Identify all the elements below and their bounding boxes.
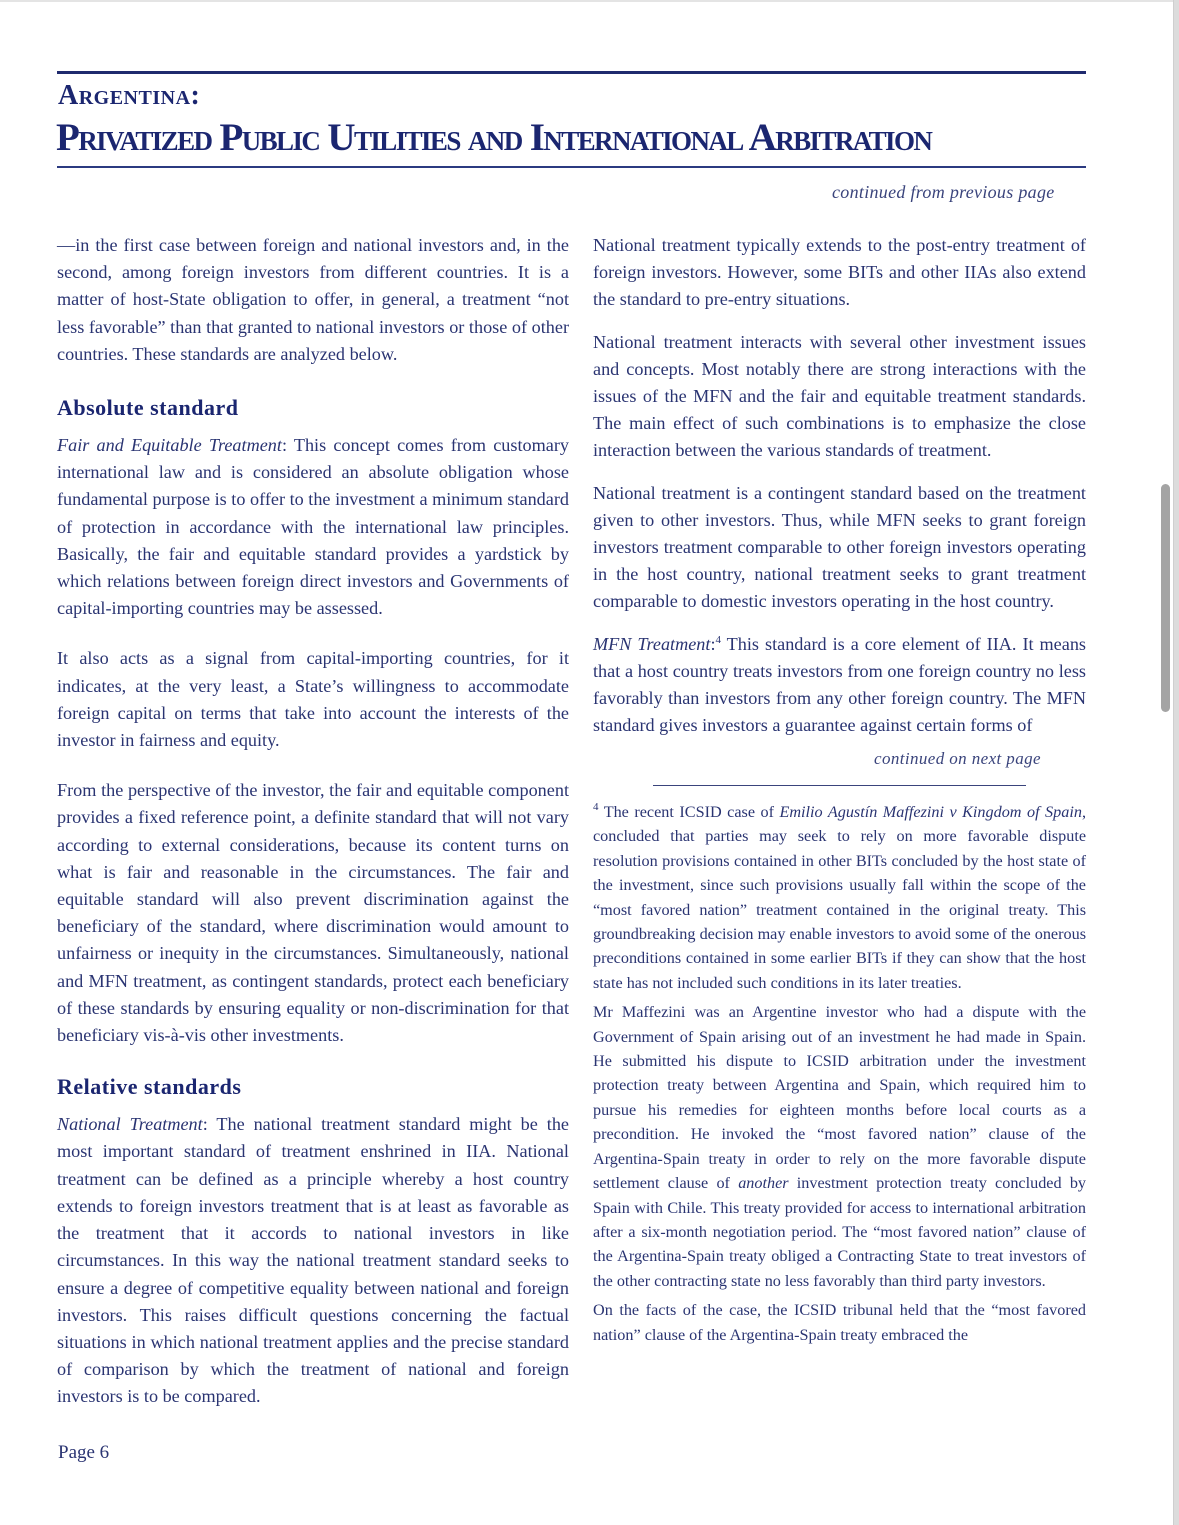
footnote-text: The recent ICSID case of — [598, 803, 780, 821]
signal-paragraph: It also acts as a signal from capital-importing countries, for it indicates, at the very least, a State’s willingness to accommodate foreign capital on terms that take into account the interests of the investor in fairness and equity. — [57, 648, 569, 751]
case-name: Emilio Agustín Maffezini v Kingdom of Spain — [779, 803, 1082, 821]
heading-absolute-standard: Absolute standard — [57, 395, 239, 421]
footnote-rule — [653, 785, 1026, 786]
right-column — [593, 232, 1086, 739]
fair-equitable-term: Fair and Equitable Treatment — [57, 435, 282, 456]
mfn-paragraph — [593, 631, 1086, 740]
footnote-4 — [593, 800, 1086, 1347]
footnote-marker: 4 — [593, 801, 599, 813]
header-bottom-rule — [57, 166, 1086, 168]
footnote-paragraph-1 — [593, 800, 1086, 995]
vertical-scrollbar-thumb[interactable] — [1161, 484, 1170, 712]
interaction-paragraph: National treatment interacts with several other investment issues and concepts. Most notably there are strong interactions with the issues of the MFN and the fair and equitable treatment standards. The main effect of such combinations is to emphasize the close interaction between the various standards of treatment. — [593, 331, 1086, 461]
mfn-term: MFN Treatment — [593, 633, 711, 654]
national-treatment-paragraph — [57, 1111, 569, 1410]
footnote-text: Mr Maffezini was an Argentine investor who had a dispute with the Government of Spain arising out of an investment he had made in Spain. He submitted his dispute to ICSID arbitration under the investment protection treaty between Argentina and Spain, which required him to pursue his remedies for eighteen months before local courts as a precondition. He invoked the “most favored nation” clause of the Argentina-Spain treaty in order to rely on the more favorable dispute settlement clause of — [593, 1003, 1086, 1193]
page-top-edge — [0, 0, 1173, 2]
page-number: Page 6 — [58, 1442, 110, 1463]
header-top-rule — [57, 71, 1086, 74]
footnote-paragraph-2 — [593, 1000, 1086, 1293]
left-column — [57, 232, 569, 1411]
mfn-text: This standard is a core element of IIA. It means that a host country treats investors from one foreign country no less favorably than investors from any other foreign country. The MFN standard gives investors a guarantee against certain forms of — [593, 633, 1087, 736]
emphasis-another: another — [738, 1174, 789, 1193]
heading-relative-standards: Relative standards — [57, 1074, 242, 1100]
footnote-text: , concluded that parties may seek to rely on more favorable dispute resolution provisions contained in other BITs concluded by the host state of the investment, since such provisions usually fall within the scope of the “most favored nation” treatment contained in the original treaty. This groundbreaking decision may enable investors to avoid some of the onerous preconditions contained in some earlier BITs if they can show that the host state has not included such conditions in its later treaties. — [593, 803, 1086, 992]
post-entry-paragraph: National treatment typically extends to the post-entry treatment of foreign investors. However, some BITs and other IIAs also extend the standard to pre-entry situations. — [593, 235, 1086, 310]
mfn-colon: : — [710, 633, 716, 654]
footnote-paragraph-3: On the facts of the case, the ICSID tribunal held that the “most favored nation” clause of the Argentina-Spain treaty embraced the — [593, 1301, 1086, 1344]
page-right-edge — [1173, 0, 1179, 1525]
perspective-paragraph: From the perspective of the investor, the fair and equitable component provides a fixed reference point, a definite standard that will not vary according to external considerations, because its content turns on what is fair and reasonable in the circumstances. The fair and equitable standard will also prevent discrimination against the beneficiary of the standard, where discrimination would amount to unfairness or inequity in the circumstances. Simultaneously, national and MFN treatment, as contingent standards, protect each beneficiary of these standards by ensuring equality or non-discrimination for that beneficiary vis-à-vis other investments. — [57, 780, 569, 1046]
footnote-text: investment protection treaty concluded by Spain with Chile. This treaty provided for access to international arbitration after a six-month negotiation period. The “most favored nation” clause of the Argentina-Spain treaty obliged a Contracting State to treat investors of the other contracting state no less favorably than third party investors. — [593, 1174, 1087, 1290]
page-title: Privatized Public Utilities and International Arbitration — [56, 116, 932, 159]
national-treatment-text: : The national treatment standard might be the most important standard of treatment enshrined in IIA. National treatment can be defined as a principle whereby a host country extends to foreign investors treatment that is at least as favorable as the treatment that it accords to national investors in like circumstances. In this way the national treatment standard seeks to ensure a degree of competitive equality between national and foreign investors. This raises difficult questions concerning the factual situations in which national treatment applies and the precise standard of comparison by which the treatment of national and foreign investors is to be compared. — [57, 1114, 569, 1407]
contingent-standard-paragraph: National treatment is a contingent standard based on the treatment given to other investors. Thus, while MFN seeks to grant foreign investors treatment comparable to other foreign investors operating in the host country, national treatment seeks to grant treatment comparable to domestic investors operating in the host country. — [593, 482, 1086, 612]
fair-equitable-text: : This concept comes from customary international law and is considered an absolute obligation whose fundamental purpose is to offer to the investment a minimum standard of protection in accordance with the international law principles. Basically, the fair and equitable standard provides a yardstick by which relations between foreign direct investors and Governments of capital-importing countries may be assessed. — [57, 435, 569, 619]
continued-on-next: continued on next page — [874, 749, 1041, 768]
continued-from-previous: continued from previous page — [832, 182, 1055, 202]
fair-equitable-paragraph — [57, 432, 569, 622]
footnote-ref-4[interactable]: 4 — [715, 633, 722, 646]
header-kicker: Argentina: — [58, 80, 201, 111]
national-treatment-term: National Treatment — [57, 1114, 203, 1135]
intro-paragraph: —in the first case between foreign and national investors and, in the second, among foreign investors from different countries. It is a matter of host-State obligation to offer, in general, a treatment “not less favorable” than that granted to national investors or those of other countries. These standards are analyzed below. — [57, 235, 569, 364]
